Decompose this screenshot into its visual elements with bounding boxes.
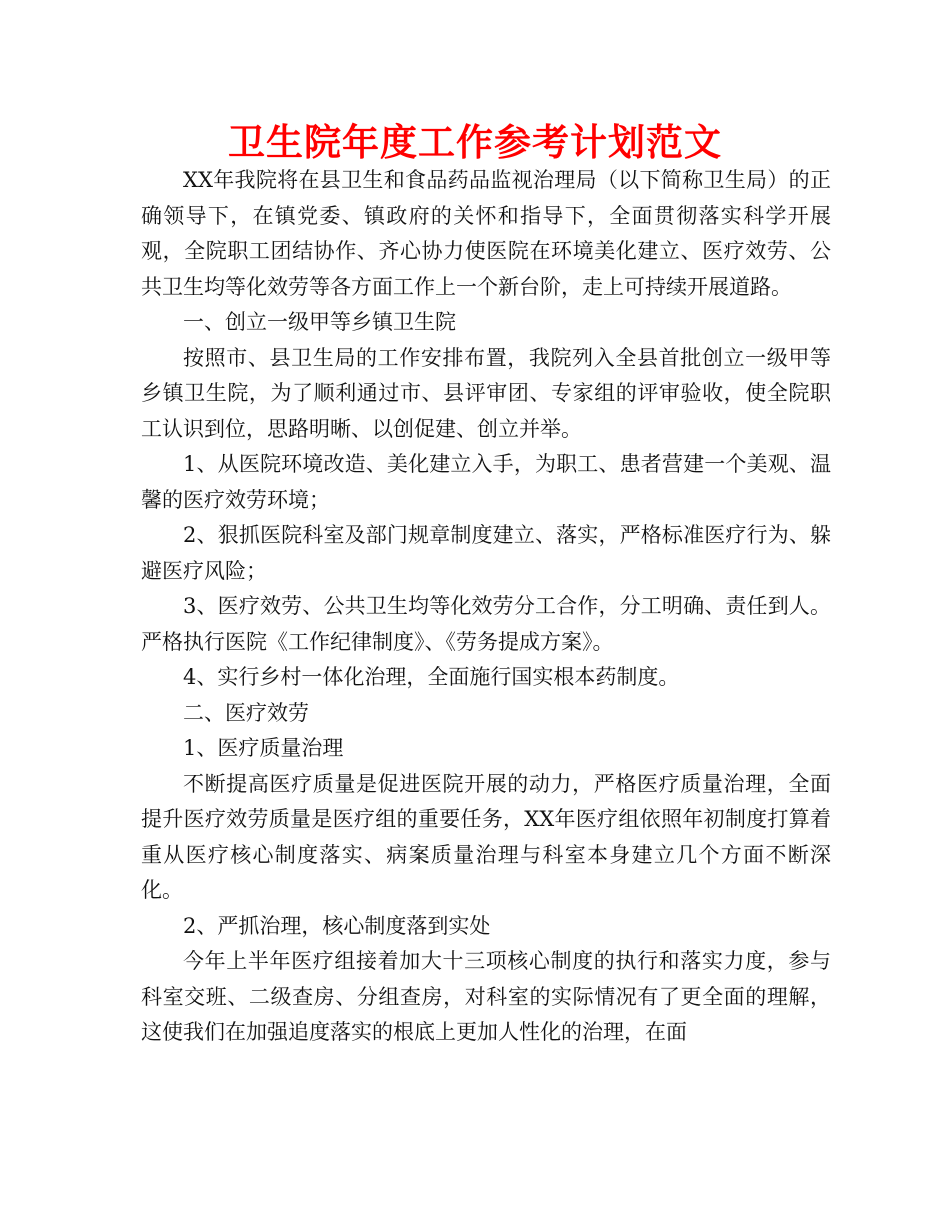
- paragraph: 按照市、县卫生局的工作安排布置，我院列入全县首批创立一级甲等乡镇卫生院，为了顺利通过市、县评审团、专家组的评审验收，使全院职工认识到位，思路明晰、以创促建、创立并举。: [141, 345, 831, 441]
- list-item: 4、实行乡村一体化治理，全面施行国实根本药制度。: [183, 665, 680, 689]
- list-item: 3、医疗效劳、公共卫生均等化效劳分工合作，分工明确、责任到人。严格执行医院《工作纪律制度》、《劳务提成方案》。: [141, 594, 831, 654]
- paragraph: 今年上半年医疗组接着加大十三项核心制度的执行和落实力度，参与科室交班、二级查房、分组查房，对科室的实际情况有了更全面的理解，这使我们在加强追度落实的根底上更加人性化的治理，在面: [141, 949, 831, 1044]
- list-item: 1、从医院环境改造、美化建立入手，为职工、患者营建一个美观、温馨的医疗效劳环境；: [141, 452, 831, 512]
- subsection-heading: 1、医疗质量治理: [183, 736, 344, 760]
- section-heading-1: 一、创立一级甲等乡镇卫生院: [183, 310, 456, 334]
- paragraph-intro: XX年我院将在县卫生和食品药品监视治理局（以下简称卫生局）的正确领导下，在镇党委、镇政府的关怀和指导下，全面贯彻落实科学开展观，全院职工团结协作、齐心协力使医院在环境美化建立、医疗效劳、公共卫生均等化效劳等各方面工作上一个新台阶，走上可持续开展道路。: [141, 168, 831, 299]
- document-title: 卫生院年度工作参考计划范文: [228, 121, 722, 164]
- list-item: 2、狠抓医院科室及部门规章制度建立、落实，严格标准医疗行为、躲避医疗风险；: [141, 523, 831, 583]
- subsection-heading: 2、严抓治理，核心制度落到实处: [183, 913, 491, 938]
- paragraph: 不断提高医疗质量是促进医院开展的动力，严格医疗质量治理，全面提升医疗效劳质量是医疗组的重要任务，XX年医疗组依照年初制度打算着重从医疗核心制度落实、病案质量治理与科室本身建立几个方面不断深化。: [141, 771, 831, 902]
- document-body: [141, 163, 831, 1051]
- section-heading-2: 二、医疗效劳: [183, 700, 309, 725]
